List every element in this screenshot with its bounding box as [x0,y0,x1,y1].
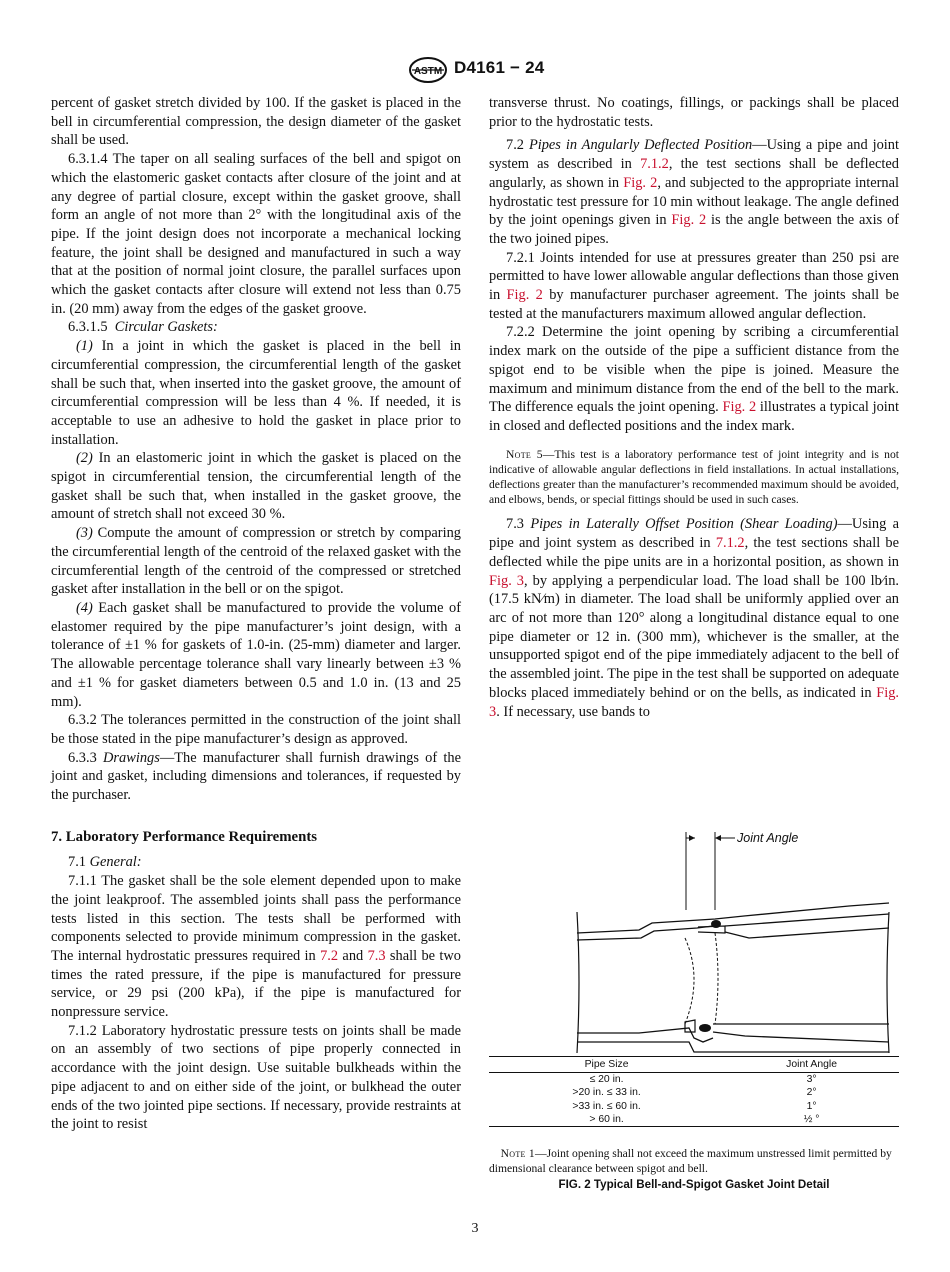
paragraph-title: Circular Gaskets: [114,319,218,336]
page-header [0,56,950,86]
paragraph-title: General: [89,854,142,871]
paragraph-6-3-3 [51,749,461,805]
joint-angle-table [489,1056,899,1127]
joint-detail-figure [489,828,899,1058]
paragraph-6-3-1-4: 6.3.1.4 The taper on all sealing surfaces of the bell and spigot on which the elastomeric gasket contacts after closure of the joint and at any degree of partial closure, except within the gasket groove, shall form an angle of not more than 2° with the longitudinal axis of the pipe. If the joint design does not incorporate a mechanical locking feature, the joint shall be designed and manufactured in such a way that at the position of normal joint closure, the parallel surfaces upon which the gasket contacts after closure will extend not less than 0.75 in. (20 mm) away from the edges of the gasket groove. [51,151,461,317]
section-number: 6.3.1.5 [68,319,108,336]
paragraph-text: , the test sections shall be deflected while the pipe units are in a horizontal position, as shown in [489,535,899,570]
item-text: Each gasket shall be manufactured to provide the volume of elastomer required by the pipe manufacturer’s joint design, with a tolerance of ±1 % for gaskets of 1.0-in. (25-mm) diameter and larger. The allowable percentage tolerance shall vary linearly between ±3 % and ±1 % for gasket diameters between 0.5 and 1.0 in. (13 and 25 mm). [51,599,461,710]
right-column [489,94,899,721]
gasket-bottom [699,1024,711,1032]
figure-link[interactable]: Fig. 3 [489,572,525,589]
item-number: (1) [76,338,93,355]
table-row [489,1100,899,1113]
bell-inner-bottom [577,1028,713,1042]
item-text: In an elastomeric joint in which the gasket is placed on the spigot in circumferential tension, the circumferential length of the gasket shall be such that, when installed in the gasket groove, the amount of stretch shall not exceed 30 %. [51,450,461,523]
paragraph-text: illustrates a typical joint in closed and deflected positions and the index mark. [489,399,899,434]
pipe-break-right [887,912,889,1053]
pipe-size-cell: >20 in. ≤ 33 in. [572,1087,641,1099]
paragraph-6-3-1-5 [51,318,461,337]
section-link[interactable]: 7.3 [367,947,386,964]
paragraph-text: shall be two times the rated pressure, if the pipe is manufactured for pressure service, or 29 psi (200 kPa), if the pipe is manufactured for nonpressure service. [51,947,461,1021]
section-link[interactable]: 7.1.2 [640,156,669,173]
gasket-top [711,920,721,928]
paragraph-7-1-2: 7.1.2 Laboratory hydrostatic pressure tests on joints shall be made on an assembly of two sections of pipe properly connected in accordance with the joint design. Use suitable bulkheads within the pipe adjacent to and on either side of the joint, or bulkhead the outer ends of the two jointed pipe sections. If necessary, provide restraints at the joint to resist [51,1022,461,1133]
joint-angle-label: Joint Angle [737,831,799,845]
paragraph-text: 7.2.1 Joints intended for use at pressures greater than 250 psi are permitted to have lower allowable angular deflections than those given in [489,249,899,304]
paragraph-7-2 [489,136,899,248]
item-number: (2) [76,450,93,467]
section-number: 7.3 [506,516,524,533]
paragraph-6-3-2: 6.3.2 The tolerances permitted in the construction of the joint shall be those stated in the pipe manufacturer’s design as approved. [51,712,461,747]
pipe-size-cell: >33 in. ≤ 60 in. [572,1100,641,1112]
section-link[interactable]: 7.2 [320,947,339,964]
joint-face-line [685,938,694,1024]
pipe-size-cell: ≤ 20 in. [589,1074,624,1086]
column-header-joint-angle: Joint Angle [724,1057,899,1073]
document-designation: D4161 − 24 [454,58,545,77]
joint-angle-cell: 3° [806,1074,817,1086]
paragraph-text: by manufacturer purchaser agreement. The joints shall be tested at the manufacturers maximum allowed angular deflection. [489,287,899,322]
joint-angle-cell: 1° [806,1100,817,1112]
arrow-head-right [715,835,721,841]
joint-angle-cell: ½ ° [724,1113,899,1127]
paragraph-7-1-1 [51,872,461,1022]
figure-link[interactable]: Fig. 2 [722,399,757,416]
paragraph-item-1 [51,337,461,449]
figure-caption: FIG. 2 Typical Bell-and-Spigot Gasket Joint Detail [558,1178,830,1191]
paragraph-7-1 [51,853,461,872]
astm-logo [408,56,448,84]
paragraph-7-3 [489,515,899,721]
section-link[interactable]: 7.1.2 [715,535,745,552]
spigot-end-line [715,933,718,1024]
paragraph-7-2-2 [489,323,899,435]
page-number: 3 [471,1221,479,1236]
table-header-row [489,1057,899,1073]
note-text: —Joint opening shall not exceed the maximum unstressed limit permitted by dimensional clearance between spigot and bell. [489,1147,892,1175]
bell-inner-top [577,926,713,940]
paragraph-title: Drawings [103,749,160,766]
paragraph-title: Pipes in Angularly Deflected Position [528,137,753,154]
paragraph-text: —The manufacturer shall furnish drawings of the joint and gasket, including dimensions and tolerances, if requested by the purchaser. [51,749,461,804]
item-number: (3) [76,525,93,542]
spigot-inner-top [725,928,889,938]
figure-link[interactable]: Fig. 2 [623,174,658,191]
figure-link[interactable]: Fig. 2 [671,212,707,229]
paragraph-item-3 [51,524,461,599]
paragraph-text: 7.1.1 The gasket shall be the sole element depended upon to make the joint leakproof. The assembled joints shall pass the performance tests listed in this section. The tests shall be performed with components selected to provide minimum compression in the gasket. The internal hydrostatic pressures required in [51,873,461,964]
section-number: 7.1 [68,854,86,871]
note-label: Note 5 [506,447,543,461]
figure-link[interactable]: Fig. 2 [506,287,543,304]
pipe-size-cell: > 60 in. [489,1113,724,1127]
note-5 [489,447,899,508]
column-header-pipe-size: Pipe Size [489,1057,724,1073]
paragraph-text: is the angle between the axis of the two joined pipes. [489,212,899,247]
logo-text: ASTM [413,66,443,77]
note-label: Note 1 [500,1147,536,1160]
paragraph-7-2-1 [489,249,899,324]
section-number: 6.3.3 [68,749,97,766]
paragraph-item-4 [51,599,461,711]
spigot-top [698,926,725,933]
paragraph-item-2 [51,449,461,524]
paragraph-text: 7.2.2 Determine the joint opening by scribing a circumferential index mark on the outside of the pipe a sufficient distance from the spigot end to be visible when the pipe is joined. Measure the maximum and minimum distance from the end of the bell to the mark. The difference equals the joint opening. [489,324,899,416]
table-row [489,1073,899,1087]
joint-angle-cell: 2° [806,1087,817,1099]
paragraph-text: —Using a pipe and joint system as described in [489,137,899,173]
item-text: In a joint in which the gasket is placed in the bell in circumferential compression, the circumferential length of the gasket shall be such that, when inserted into the gasket groove, the amount of circumferential compression will be less than 4 %. If needed, it is acceptable to use an adhesive to hold the gasket in place prior to installation. [51,338,461,448]
item-number: (4) [76,599,93,616]
paragraph-text: , and subjected to the appropriate internal hydrostatic test pressure for 10 min without leakage. The angle defined by the joint openings given in [489,174,899,229]
figure-link[interactable]: Fig. 3 [489,684,899,720]
paragraph: transverse thrust. No coatings, fillings, or packings shall be placed prior to the hydrostatic tests. [489,95,899,130]
paragraph-text: —Using a pipe and joint system as described in [489,516,899,552]
item-text: Compute the amount of compression or stretch by comparing the circumferential length of the centroid of the relaxed gasket with the circumferential length of the centroid of the compressed or stretched gasket after installation in the bell or on the spigot. [51,525,461,598]
paragraph-text: , by applying a perpendicular load. The load shall be 100 lb⁄in. (17.5 kN⁄m) in diameter. The load shall be uniformly applied over an arc of not more than 120° along a longitudinal distance equal to one pipe diameter or 12 in. (300 mm), whichever is the smaller, at the unsupported spigot end of the pipe immediately adjacent to the bell of the assembled joint. The pipe in the test shall be supported on adequate blocks placed immediately behind or on the bells, as indicated in [489,572,899,701]
left-column [51,94,461,1134]
paragraph-text: , the test sections shall be deflected angularly, as shown in [489,156,899,191]
table-row [489,1086,899,1099]
bell-outer-bottom [577,1042,889,1052]
figure-note [489,1146,899,1176]
section-heading: 7. Laboratory Performance Requirements [51,828,318,845]
spigot-outer-bottom [713,1032,889,1042]
section-number: 7.2 [506,137,524,154]
arrow-head-left [689,835,695,841]
table-row [489,1113,899,1127]
paragraph: percent of gasket stretch divided by 100. If the gasket is placed in the bell in circumferential compression, the design diameter of the gasket shall be used. [51,95,461,149]
paragraph-title: Pipes in Laterally Offset Position (Shear Loading) [530,516,838,533]
paragraph-text: . If necessary, use bands to [496,703,650,720]
note-text: —This test is a laboratory performance test of joint integrity and is not indicative of allowable angular deflections in field installations. In actual installations, deflections greater than the manufacturer’s recommended maximum should be avoided, and elbows, bends, or special fittings should be used in such cases. [489,447,899,507]
paragraph-text: and [338,947,368,964]
